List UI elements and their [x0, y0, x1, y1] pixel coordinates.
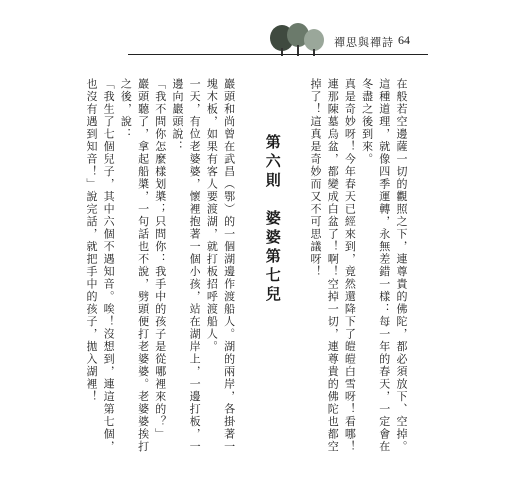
paragraph: 在般若空邊薩一切的觀照之下，連尊貴的佛陀，都必須放下、空掉。這種道理，就像四季運轉，永無差錯一樣：每一年的春天，一定會在冬盡之後到來。 — [360, 78, 408, 453]
running-header-title: 禪思與禪詩 — [334, 36, 394, 49]
paragraph: 巖頭和尚曾在武昌（鄂）的一個湖邊作渡船人。湖的兩岸，各掛著一塊木板，如果有客人要渡湖，就打板招呼渡船人。 — [205, 78, 236, 453]
header-rule — [128, 54, 428, 55]
paragraph: 真是奇妙呀！今年春天已經來到，竟然還降下了皚皚白雪呀！看哪！連那陳墓烏盆，都變成白盆了！啊！空掉一切，連尊貴的佛陀也都空掉了！這真是奇妙而又不可思議呀！ — [308, 78, 357, 453]
paragraph: 「我生了七個兒子，其中六個不遇知音。唉！沒想到，連這第七個，也沒有遇到知音！」說完話，就把手中的孩子，拋入湖裡！ — [84, 78, 116, 453]
paragraph: 一天，有位老婆婆，懷裡抱著一個小孩，站在湖岸上，一邊打板，一邊向巖頭說： — [170, 78, 202, 453]
chapter-title: 第六則 婆婆第七兒 — [263, 134, 282, 305]
body-text — [84, 78, 410, 463]
page-header — [0, 0, 520, 70]
paragraph: 巖頭聽了，拿起船槳，一句話也不說，劈頭便打老婆婆。老婆婆挨打之後，說： — [119, 78, 150, 453]
trees-logo-icon — [268, 22, 332, 56]
page-number: 64 — [398, 33, 410, 47]
paragraph: 「我不問你怎麼樣划槳；只問你：我手中的孩子是從哪裡來的？」 — [153, 78, 167, 441]
